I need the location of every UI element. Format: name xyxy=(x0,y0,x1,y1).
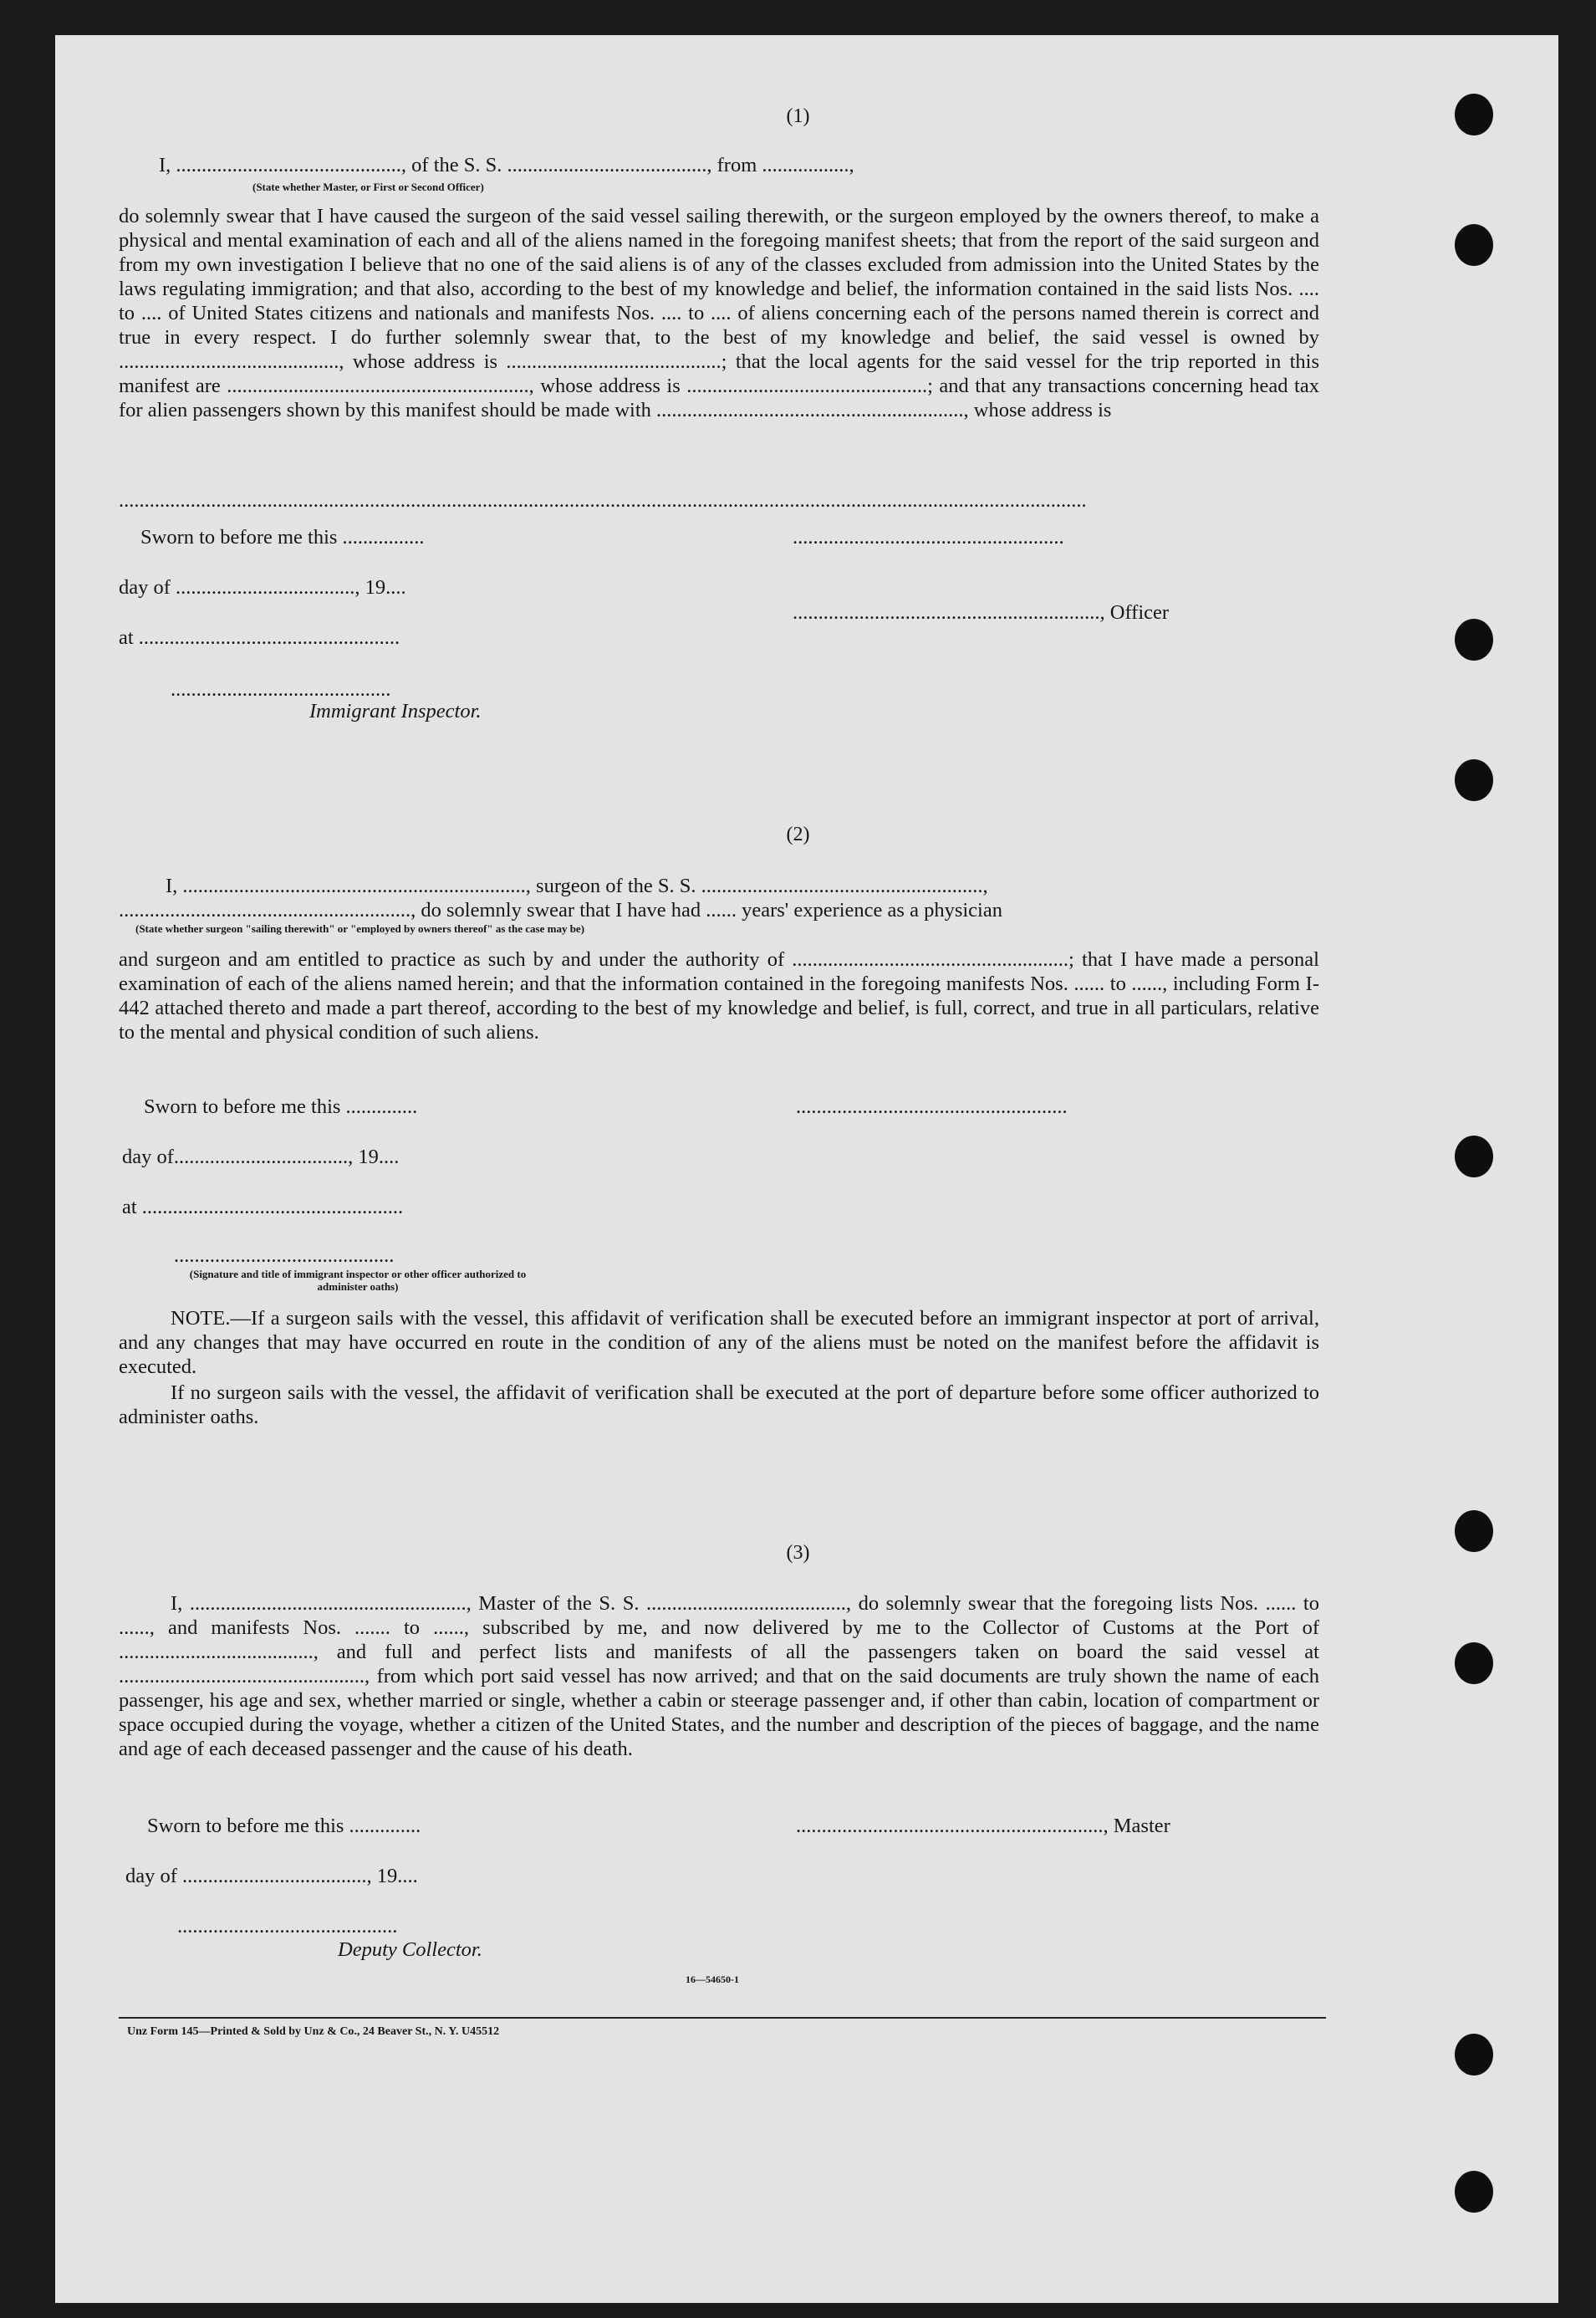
punch-hole xyxy=(1455,2034,1493,2075)
s1-master-caption: (State whether Master, or First or Second Officer) xyxy=(252,181,484,193)
section-1-heading: (1) xyxy=(786,105,810,127)
s1-master-line: I, ............................................, of the S. S. ......................................., from ................., xyxy=(159,154,854,176)
punch-hole xyxy=(1455,759,1493,801)
s2-signature-caption: (Signature and title of immigrant inspector or other officer authorized to administer oaths) xyxy=(189,1268,527,1293)
s2-at-line: at ................................................... xyxy=(122,1196,404,1218)
s3-master-line: ............................................................, Master xyxy=(796,1815,1170,1837)
footer-rule xyxy=(119,2017,1326,2019)
s1-day-line: day of ..................................., 19.... xyxy=(119,576,406,599)
s3-day-line: day of ...................................., 19.... xyxy=(125,1865,418,1887)
s1-at-line: at ................................................... xyxy=(119,626,400,649)
s1-officer-line: ............................................................, Officer xyxy=(793,601,1170,624)
footer-imprint: Unz Form 145—Printed & Sold by Unz & Co., 24 Beaver St., N. Y. U45512 xyxy=(127,2025,500,2038)
punch-hole xyxy=(1455,1642,1493,1684)
s2-day-line: day of.................................., 19.... xyxy=(122,1146,400,1168)
s2-oath-body: and surgeon and am entitled to practice as such by and under the authority of ......................................................; that I have made a personal examination of each of the aliens named herein; and that the information contained in the foregoing manifests Nos. ...... to ......, including Form I-442 attached thereto and made a part thereof, according to the best of my knowledge and belief, is full, correct, and true in all particulars, relative to the mental and physical condition of such aliens. xyxy=(119,948,1319,1044)
s3-collector-title: Deputy Collector. xyxy=(338,1938,482,1961)
section-3-heading: (3) xyxy=(786,1542,810,1564)
section-2-heading: (2) xyxy=(786,824,810,845)
s2-signature-dots: ........................................... xyxy=(174,1244,395,1267)
s1-signature-dots: ........................................... xyxy=(171,678,391,701)
s1-dot-line: ............................................................................................................................................................................................. xyxy=(119,489,1087,512)
punch-hole xyxy=(1455,619,1493,661)
punch-hole xyxy=(1455,2171,1493,2213)
s1-right-dots: ..................................................... xyxy=(793,526,1064,549)
s3-oath-body: I, ......................................................, Master of the S. S. ......................................., do solemnly swear that the foregoing lists Nos. ...... to ......, and manifests Nos. ....... to ......, subscribed by me, and now delivered by me to the Collector of Customs at the Port of ......................................, and full and perfect lists and manifests of all the passengers taken on board the said vessel at ................................................, from which port said vessel has now arrived; and that on the said documents are truly shown the name of each passenger, his age and sex, whether married or single, whether a cabin or steerage passenger and, if other than cabin, location of compartment or space occupied during the voyage, whether a citizen of the United States, and the number and description of the pieces of baggage, and the name and age of each deceased passenger and the cause of his death. xyxy=(119,1592,1319,1760)
s1-inspector-title: Immigrant Inspector. xyxy=(309,700,482,722)
s2-right-dots: ..................................................... xyxy=(796,1095,1068,1118)
s2-experience-line: ........................................................., do solemnly swear that I have had ...... years' experience as a physician xyxy=(119,899,1002,922)
s2-experience-caption: (State whether surgeon "sailing therewith" or "employed by owners thereof" as the case may be) xyxy=(135,922,585,935)
s1-oath-body: do solemnly swear that I have caused the surgeon of the said vessel sailing therewith, or the surgeon employed by the owners thereof, to make a physical and mental examination of each and all of the aliens named in the foregoing manifest sheets; that from the report of the said surgeon and from my own investigation I believe that no one of the said aliens is of any of the classes excluded from admission into the United States by the laws regulating immigration; and that also, according to the best of my knowledge and belief, the information contained in the said lists Nos. .... to .... of United States citizens and nationals and manifests Nos. .... to .... of aliens concerning each of the persons named therein is correct and true in every respect. I do further solemnly swear that, to the best of my knowledge and belief, the said vessel is owned by ..........................................., whose address is ..........................................; that the local agents for the said vessel for the trip reported in this manifest are ..........................................................., whose address is ...............................................; and that any transactions concerning head tax for alien passengers shown by this manifest should be made with ............................................................, whose address is xyxy=(119,205,1319,421)
punch-hole xyxy=(1455,1136,1493,1177)
s2-sworn-line: Sworn to before me this .............. xyxy=(144,1095,418,1118)
s2-surgeon-line: I, ..................................................................., surgeon of the S. S. ......................................................., xyxy=(166,875,988,897)
s2-note-2: If no surgeon sails with the vessel, the affidavit of verification shall be executed at the port of departure before some officer authorized to administer oaths. xyxy=(119,1381,1319,1428)
form-number: 16—54650-1 xyxy=(686,1973,739,1985)
s2-note: NOTE.—If a surgeon sails with the vessel, this affidavit of verification shall be executed before an immigrant inspector at port of arrival, and any changes that may have occurred en route in the condition of any of the aliens must be noted on the manifest before the affidavit is executed. xyxy=(119,1307,1319,1378)
s3-sworn-line: Sworn to before me this .............. xyxy=(147,1815,421,1837)
s3-signature-dots: ........................................... xyxy=(177,1915,398,1938)
punch-hole xyxy=(1455,224,1493,266)
s1-sworn-line: Sworn to before me this ................ xyxy=(140,526,425,549)
